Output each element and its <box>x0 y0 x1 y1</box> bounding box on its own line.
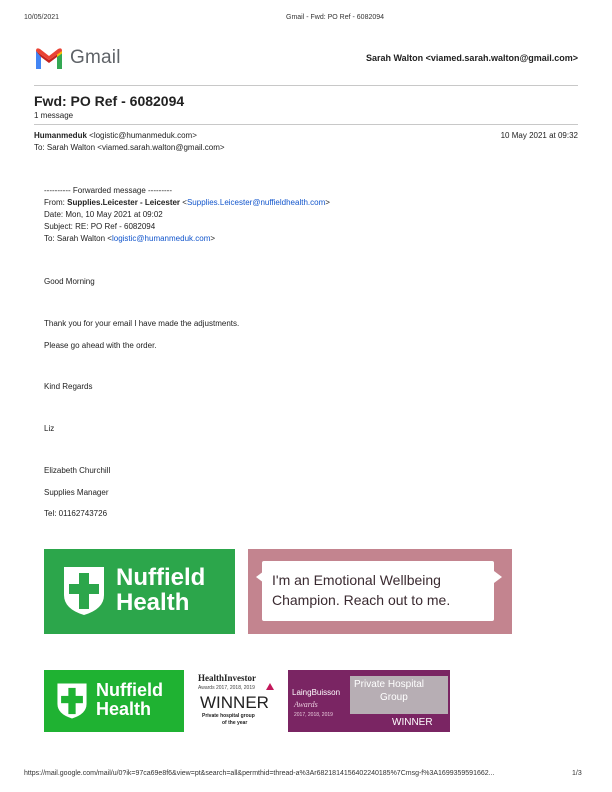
wellbeing-text-line-2: Champion. Reach out to me. <box>272 592 451 608</box>
account-name: Sarah Walton <viamed.sarah.walton@gmail.com> <box>365 53 578 63</box>
nuffield-shield-icon <box>62 565 106 617</box>
forwarded-to-email-link[interactable]: logistic@humanmeduk.com <box>111 234 211 243</box>
lb-years: 2017, 2018, 2019 <box>294 712 333 718</box>
hi-winner: WINNER <box>200 693 269 712</box>
message-recipient: To: Sarah Walton <viamed.sarah.walton@gmail.com> <box>34 143 225 152</box>
wellbeing-speech-bubble <box>262 561 494 621</box>
laingbuisson-award-badge[interactable] <box>288 670 450 732</box>
healthinvestor-award-badge[interactable] <box>190 670 284 732</box>
nuffield-text-line-1: Nuffield <box>116 564 206 591</box>
lb-winner: WINNER <box>392 717 433 728</box>
message-count: 1 message <box>34 111 74 120</box>
forwarded-from: From: Supplies.Leicester - Leicester <Supplies.Leicester@nuffieldhealth.com> <box>44 198 330 207</box>
wellbeing-text-line-1: I'm an Emotional Wellbeing <box>272 572 441 588</box>
print-page-number: 1/3 <box>572 770 582 777</box>
thread-subject: Fwd: PO Ref - 6082094 <box>34 93 185 109</box>
lb-title: LaingBuisson <box>292 688 341 697</box>
hi-title: HealthInvestor <box>198 673 256 683</box>
gmail-logo[interactable] <box>34 44 134 72</box>
hi-arrow-icon <box>266 683 274 690</box>
header-divider <box>34 85 578 86</box>
signature-tel: Tel: 01162743726 <box>44 509 108 518</box>
speech-pointer-right <box>494 571 502 583</box>
print-date: 10/05/2021 <box>24 14 60 21</box>
gmail-m-icon <box>34 47 64 69</box>
message-sender <box>34 131 197 140</box>
hi-awards: Awards 2017, 2018, 2019 <box>198 685 255 691</box>
print-title: Gmail - Fwd: PO Ref - 6082094 <box>286 14 385 21</box>
forwarded-divider: ---------- Forwarded message --------- <box>44 186 172 195</box>
nuffield-health-banner[interactable] <box>44 549 235 634</box>
sender-name: Humanmeduk <box>34 131 87 140</box>
forwarded-from-email-link[interactable]: Supplies.Leicester@nuffieldhealth.com <box>186 198 326 207</box>
subject-divider <box>34 124 578 125</box>
forwarded-to-label: To: Sarah Walton < <box>44 234 112 243</box>
print-footer-url: https://mail.google.com/mail/u/0?ik=97ca69e8f6&view=pt&search=all&permthid=thread-a%3Ar6821814156402240185%7Cmsg-f%3A1699359591662... <box>24 770 495 777</box>
hi-subtitle-2: of the year <box>222 720 248 726</box>
lb-category-line-1: Private Hospital <box>354 679 425 690</box>
hi-subtitle-1: Private hospital group <box>202 713 255 719</box>
nuffield-small-text-line-2: Health <box>96 699 152 719</box>
lb-awards: Awards <box>294 700 318 709</box>
forwarded-date: Date: Mon, 10 May 2021 at 09:02 <box>44 210 163 219</box>
nuffield-health-small-banner[interactable] <box>44 670 184 732</box>
nuffield-text-line-2: Health <box>116 589 190 616</box>
body-line-1: Thank you for your email I have made the adjustments. <box>44 319 240 328</box>
forwarded-subject: Subject: RE: PO Ref - 6082094 <box>44 222 156 231</box>
wellbeing-banner[interactable] <box>248 549 512 634</box>
lb-category-line-2: Group <box>380 692 408 703</box>
nuffield-small-text-line-1: Nuffield <box>96 680 163 700</box>
forwarded-to: To: Sarah Walton <logistic@humanmeduk.com> <box>44 234 216 243</box>
greeting: Good Morning <box>44 277 95 286</box>
sign-off: Kind Regards <box>44 382 93 391</box>
signature-name: Elizabeth Churchill <box>44 466 111 475</box>
sender-short-name: Liz <box>44 424 55 433</box>
message-date: 10 May 2021 at 09:32 <box>500 131 578 140</box>
speech-pointer-left <box>256 571 264 583</box>
signature-role: Supplies Manager <box>44 488 109 497</box>
gmail-logo-text: Gmail <box>70 47 121 68</box>
forwarded-from-label: From: <box>44 198 68 207</box>
sender-email: <logistic@humanmeduk.com> <box>89 131 197 140</box>
nuffield-small-shield-icon <box>56 682 88 720</box>
forwarded-from-name: Supplies.Leicester - Leicester <box>67 198 181 207</box>
body-line-2: Please go ahead with the order. <box>44 341 157 350</box>
